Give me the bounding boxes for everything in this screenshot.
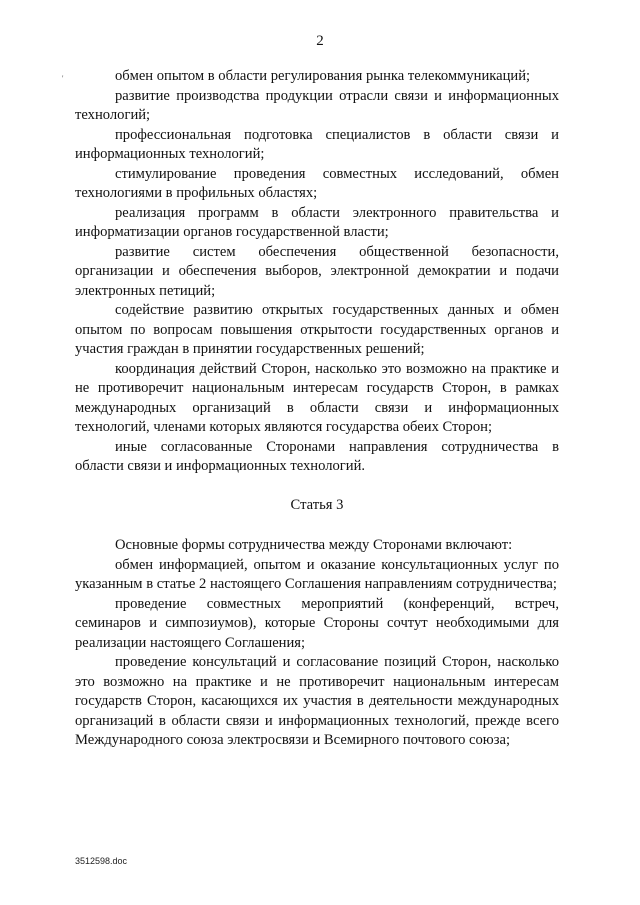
- paragraph: обмен опытом в области регулирования рынка телекоммуникаций;: [115, 68, 531, 84]
- page-number: 2: [316, 33, 324, 49]
- document-body: [75, 67, 559, 751]
- paragraph: координация действий Сторон, насколько это возможно на практике и не противоречит национальным интересам государств Сторон, в рамках международных организаций в области связи и информационных технологий, членами которых являются государства обеих Сторон;: [75, 360, 559, 435]
- paragraph: иные согласованные Сторонами направления сотрудничества в области связи и информационных технологий.: [75, 438, 559, 474]
- footer-document-code: 3512598.doc: [75, 856, 128, 866]
- paragraph: развитие систем обеспечения общественной безопасности, организации и обеспечения выборов, электронной демократии и подачи электронных петиций;: [75, 243, 559, 299]
- paragraph: проведение консультаций и согласование позиций Сторон, насколько это возможно на практике и не противоречит национальным интересам государств Сторон, касающихся их участия в деятельности международных организаций в области связи и информационных технологий, прежде всего Международного союза электросвязи и Всемирного почтового союза;: [75, 654, 559, 748]
- article-heading: Статья 3: [290, 496, 344, 513]
- paragraph: развитие производства продукции отрасли связи и информационных технологий;: [75, 87, 559, 123]
- paragraph: стимулирование проведения совместных исследований, обмен технологиями в профильных областях;: [75, 165, 559, 201]
- paragraph: профессиональная подготовка специалистов в области связи и информационных технологий;: [75, 126, 559, 162]
- paragraph: содействие развитию открытых государственных данных и обмен опытом по вопросам повышения открытости государственных органов и участия граждан в принятии государственных решений;: [75, 302, 559, 357]
- paragraph: обмен информацией, опытом и оказание консультационных услуг по указанным в статье 2 настоящего Соглашения направлениям сотрудничества;: [75, 556, 559, 592]
- paragraph: реализация программ в области электронного правительства и информатизации органов государственной власти;: [75, 204, 559, 240]
- paragraph: проведение совместных мероприятий (конференций, встреч, семинаров и симпозиумов), которые Стороны сочтут необходимыми для реализации настоящего Соглашения;: [75, 595, 559, 651]
- margin-mark: ': [62, 74, 64, 83]
- paragraph: Основные формы сотрудничества между Сторонами включают:: [115, 537, 513, 553]
